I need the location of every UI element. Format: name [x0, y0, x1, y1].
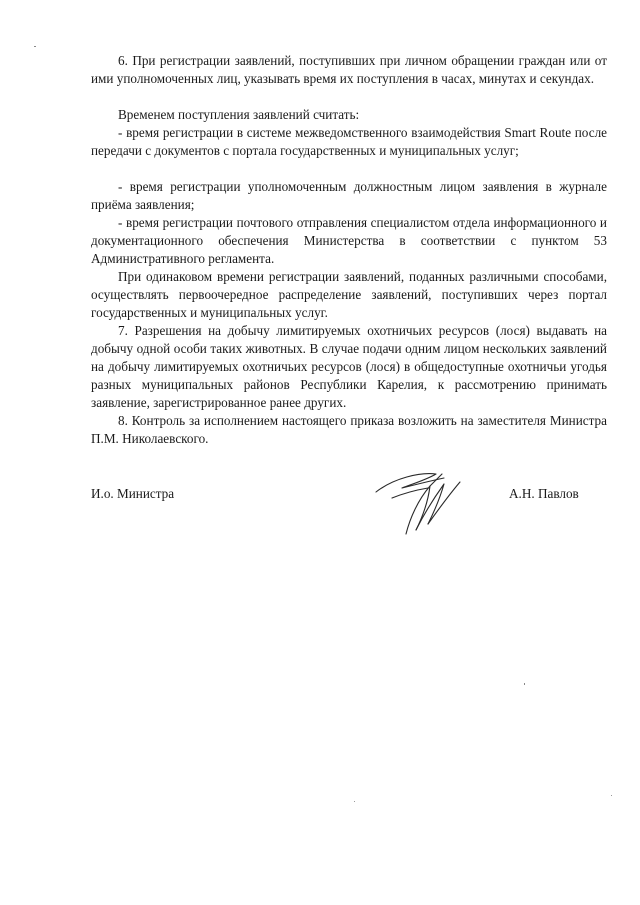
paragraph-same-time-rule: При одинаковом времени регистрации заявлений, поданных различными способами, осуществлять первоочередное распределение заявлений, поступивших через портал государственных и муниципальных услуг.	[91, 269, 607, 320]
handwritten-signature	[372, 468, 468, 540]
paragraph-7-permits: 7. Разрешения на добычу лимитируемых охотничьих ресурсов (лося) выдавать на добычу одной особи таких животных. В случае подачи одним лицом нескольких заявлений на добычу лимитируемых охотничьих ресурсов (лося) в общедоступные охотничьи угодья разных муниципальных районов Республики Карелия, к рассмотрению принимать заявление, зарегистрированное ранее других.	[91, 323, 607, 410]
scan-speck	[34, 46, 36, 47]
paragraph-8-control: 8. Контроль за исполнением настоящего приказа возложить на заместителя Министра П.М. Николаевского.	[91, 413, 607, 446]
paragraph-6-registration-time: 6. При регистрации заявлений, поступивших при личном обращении граждан или от ими уполномоченных лиц, указывать время их поступления в часах, минутах и секундах.	[91, 53, 607, 86]
paragraph-smart-route-item: - время регистрации в системе межведомственного взаимодействия Smart Route после передачи с документов с портала государственных и муниципальных услуг;	[91, 125, 607, 158]
paragraph-postal-item: - время регистрации почтового отправления специалистом отдела информационного и документационного обеспечения Министерства в соответствии с пунктом 53 Административного регламента.	[91, 215, 607, 266]
scan-speck	[354, 801, 355, 802]
paragraph-time-definition-intro: Временем поступления заявлений считать:	[118, 107, 360, 122]
scan-speck	[524, 683, 525, 685]
scan-speck	[611, 795, 612, 796]
signatory-position: И.о. Министра	[91, 486, 175, 501]
signatory-name: А.Н. Павлов	[509, 486, 579, 501]
paragraph-journal-item: - время регистрации уполномоченным должностным лицом заявления в журнале приёма заявления;	[91, 179, 607, 212]
